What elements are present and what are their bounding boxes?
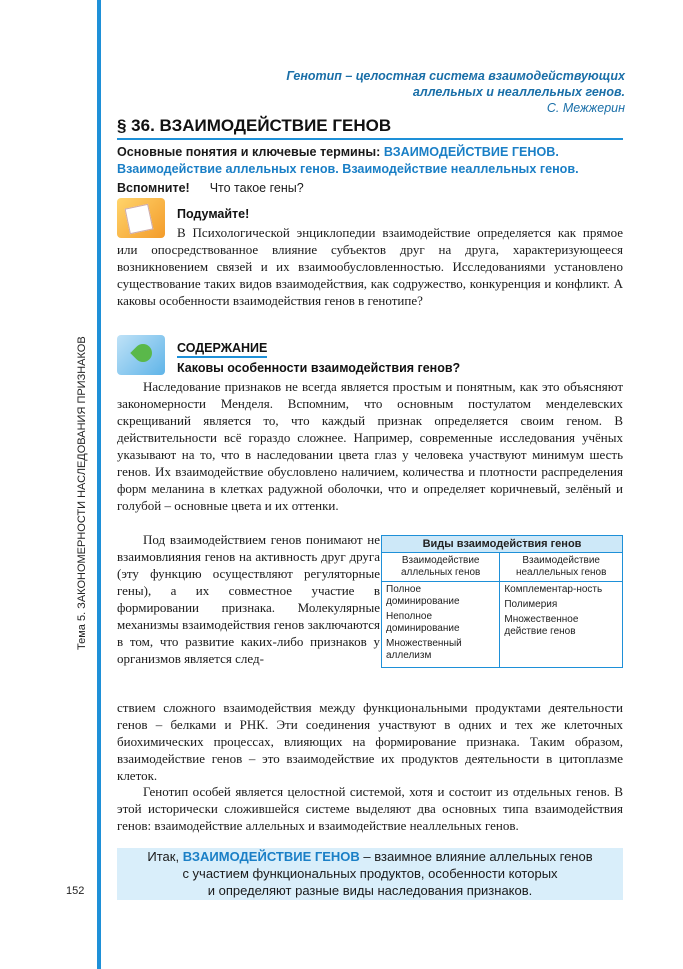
table-col2 bbox=[500, 582, 623, 668]
page-number: 152 bbox=[66, 885, 85, 897]
paragraph-2a: Под взаимодействием генов понимают не взаимовлияния генов на активность друг друга (эту функцию осуществляют регуляторные гены), а их совместное участие в формировании признака. Молекулярные механизмы взаимодействия генов заключаются в том, что развитие каких-либо признаков у организмов является след- bbox=[117, 532, 380, 666]
table-cell: Полимерия bbox=[504, 599, 558, 610]
summary-keyword: ВЗАИМОДЕЙСТВИЕ ГЕНОВ bbox=[182, 849, 360, 864]
content-question: Каковы особенности взаимодействия генов? bbox=[177, 361, 461, 375]
table-col1 bbox=[382, 582, 500, 668]
table-caption: Виды взаимодействия генов bbox=[382, 536, 623, 553]
interaction-types-table bbox=[381, 535, 623, 668]
recall-question: Что такое гены? bbox=[209, 181, 304, 195]
recall-label: Вспомните! bbox=[117, 181, 190, 195]
sidebar-divider bbox=[97, 0, 101, 969]
term-sub: Взаимодействие аллельных генов. Взаимодействие неаллельных генов. bbox=[117, 162, 579, 176]
summary-box bbox=[117, 848, 623, 900]
think-text: В Психологической энциклопедии взаимодействие определяется как прямое или опосредствованное влияние субъектов друг на друга, характеризующееся возникновением связей и их взаимообусловленностью. Исследованиями установлено существование таких видов взаимодействия, как содружество, конкуренция и конфликт. А каковы особенности взаимодействия генов в генотипе? bbox=[117, 225, 623, 308]
summary-rest: – взаимное влияние аллельных генов bbox=[363, 849, 593, 864]
summary-line3: и определяют разные виды наследования признаков. bbox=[207, 883, 533, 898]
table-cell: Неполное доминирование bbox=[386, 611, 460, 634]
think-heading: Подумайте! bbox=[177, 207, 250, 221]
paragraph-1: Наследование признаков не всегда является простым и понятным, как это объясняют закономерности Менделя. Вспомним, что основным постулатом менделевских скрещиваний является то, что каждый признак определяется своим геном. В действительности всё гораздо сложнее. Например, современные исследования учёных указывают на то, что в наследовании цвета глаз у человека участвуют минимум шесть генов. Их взаимодействие обусловлено наличием, количества и плотности распределения форм меланина в клетках радужной оболочки, что и определяет коричневый, зелёный и голубой – основные цвета и их оттенки. bbox=[117, 379, 623, 513]
recall bbox=[117, 181, 304, 195]
summary-prefix: Итак, bbox=[147, 849, 180, 864]
content-icon bbox=[117, 335, 165, 375]
epigraph bbox=[205, 68, 625, 116]
summary-line2: с участием функциональных продуктов, особенности которых bbox=[182, 866, 558, 881]
table-col2-header: Взаимодействие неаллельных генов bbox=[500, 553, 623, 582]
topic-label: Тема 5. ЗАКОНОМЕРНОСТИ НАСЛЕДОВАНИЯ ПРИЗНАКОВ bbox=[76, 336, 88, 650]
paragraph-3: Генотип особей является целостной системой, хотя и состоит из отдельных генов. В этой исторически сложившейся системе выделяют два основных типа взаимодействия генов: взаимодействие аллельных и взаимодействие неаллельных генов. bbox=[117, 784, 623, 833]
table-col1-header: Взаимодействие аллельных генов bbox=[382, 553, 500, 582]
table-cell: Полное доминирование bbox=[386, 584, 460, 607]
table-cell: Множественный аллелизм bbox=[386, 638, 462, 661]
term-main: ВЗАИМОДЕЙСТВИЕ ГЕНОВ. bbox=[383, 145, 559, 159]
content-heading: СОДЕРЖАНИЕ bbox=[177, 341, 267, 358]
terms-prefix: Основные понятия и ключевые термины: bbox=[117, 145, 381, 159]
table-cell: Комплементар-ность bbox=[504, 584, 603, 595]
paragraph-2b: ствием сложного взаимодействия между функциональными продуктами деятельности генов – белками и РНК. Эти соединения участвуют в одних и тех же клеточных биохимических процессах, влияющих на формирование признака. Таким образом, взаимодействие генов – это взаимодействие их продуктов деятельности в цитоплазме клеток. bbox=[117, 700, 623, 783]
epigraph-line1: Генотип – целостная система взаимодействующих bbox=[286, 69, 625, 83]
table-cell: Множественное действие генов bbox=[504, 614, 579, 637]
section-title: § 36. ВЗАИМОДЕЙСТВИЕ ГЕНОВ bbox=[117, 116, 623, 140]
epigraph-line2: аллельных и неаллельных генов. bbox=[412, 85, 625, 99]
epigraph-author: С. Межжерин bbox=[546, 101, 625, 115]
key-terms bbox=[117, 144, 625, 178]
